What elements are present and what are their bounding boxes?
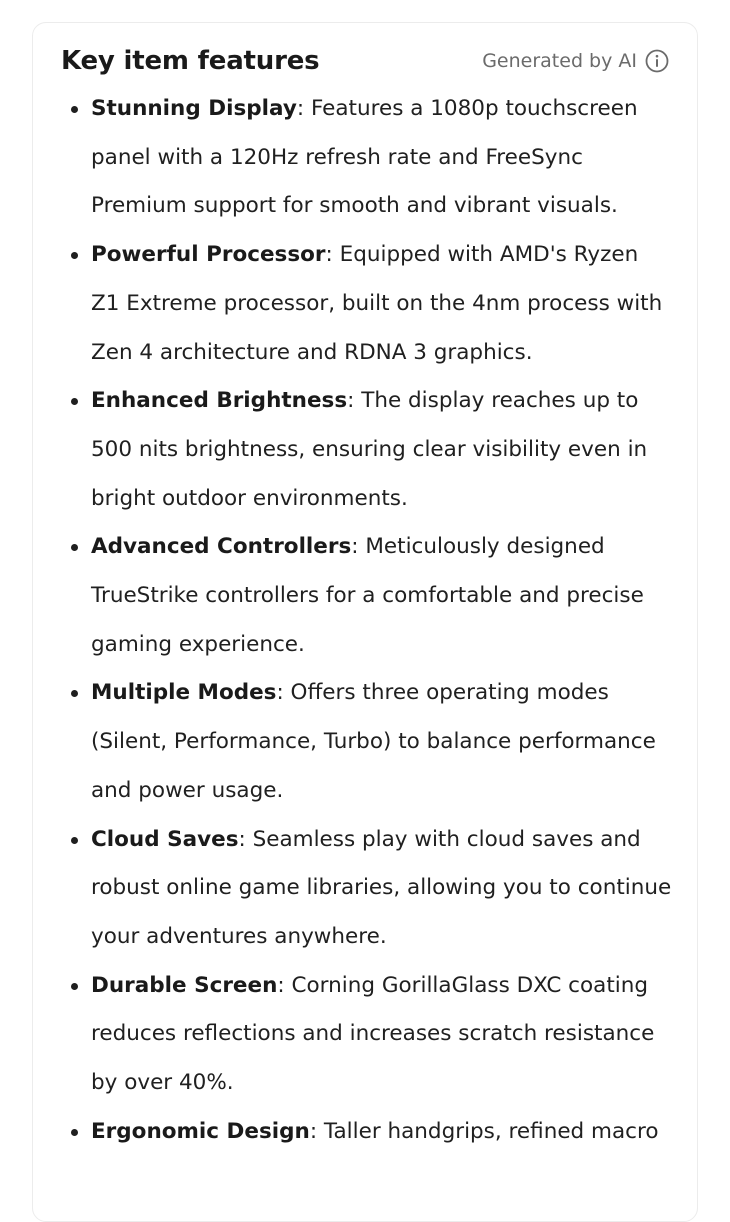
feature-description: : Equipped with AMD's Ryzen Z1 Extreme processor, built on the 4nm process with Zen 4 architecture and RDNA 3 graphics.	[91, 242, 663, 365]
feature-name: Ergonomic Design	[91, 1118, 310, 1144]
list-item	[91, 523, 673, 669]
bullet-icon	[71, 398, 78, 405]
list-item	[91, 85, 673, 231]
list-item	[91, 962, 673, 1108]
bullet-icon	[71, 252, 78, 259]
key-features-card	[32, 22, 698, 1222]
features-list-viewport	[33, 85, 697, 1161]
list-item	[91, 377, 673, 523]
feature-name: Stunning Display	[91, 96, 297, 121]
feature-description: : Offers three operating modes (Silent, Performance, Turbo) to balance performance and power usage.	[91, 680, 656, 803]
feature-description: : Taller handgrips, refined macro	[309, 1118, 659, 1144]
feature-description: : The display reaches up to 500 nits brightness, ensuring clear visibility even in bright outdoor environments.	[91, 388, 648, 511]
info-icon[interactable]	[645, 49, 669, 73]
bullet-icon	[71, 1129, 78, 1136]
feature-description: : Corning GorillaGlass DXC coating reduces reflections and increases scratch resistance by over 40%.	[91, 972, 655, 1096]
generated-by-ai-tag	[482, 49, 669, 73]
feature-name: Multiple Modes	[91, 680, 277, 706]
bullet-icon	[71, 544, 78, 551]
feature-description: : Seamless play with cloud saves and robust online game libraries, allowing you to continue your adventures anywhere.	[91, 826, 672, 949]
bullet-icon	[71, 106, 78, 113]
feature-name: Advanced Controllers	[91, 534, 352, 560]
feature-name: Durable Screen	[91, 972, 278, 998]
list-item	[91, 1108, 673, 1157]
list-item	[91, 231, 673, 377]
card-title: Key item features	[61, 46, 320, 76]
feature-description: : Features a 1080p touchscreen panel with a 120Hz refresh rate and FreeSync Premium support for smooth and vibrant visuals.	[91, 96, 638, 219]
features-list	[33, 85, 697, 1156]
generated-by-ai-label: Generated by AI	[482, 50, 637, 72]
bullet-icon	[71, 690, 78, 697]
bullet-icon	[71, 837, 78, 844]
feature-description: : Meticulously designed TrueStrike controllers for a comfortable and precise gaming experience.	[91, 534, 644, 657]
feature-name: Cloud Saves	[91, 826, 239, 852]
feature-name: Enhanced Brightness	[91, 388, 348, 414]
card-header	[61, 41, 669, 81]
list-item	[91, 816, 673, 962]
bullet-icon	[71, 983, 78, 990]
feature-name: Powerful Processor	[91, 242, 326, 268]
list-item	[91, 669, 673, 815]
